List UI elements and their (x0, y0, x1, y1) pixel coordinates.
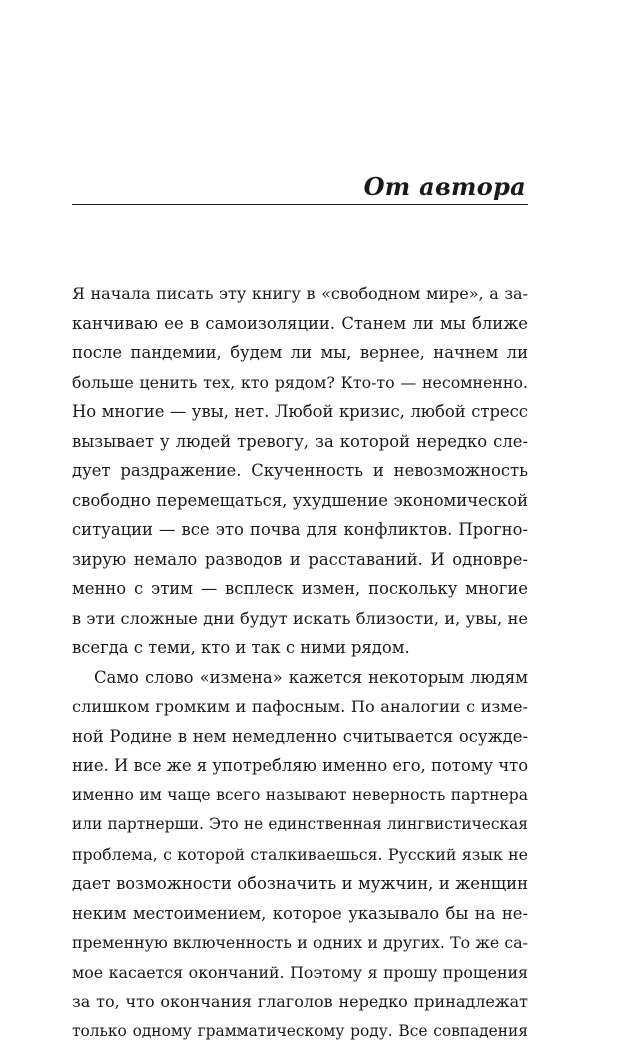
text-line: свободно перемещаться, ухудшение экономической (72, 486, 528, 516)
text-line: менно с этим — всплеск измен, поскольку многие (72, 574, 528, 604)
text-line: мое касается окончаний. Поэтому я прошу прощения (72, 958, 528, 988)
text-line: неким местоимением, которое указывало бы на не- (72, 899, 528, 929)
text-line: ситуации — все это почва для конфликтов. Прогно- (72, 515, 528, 545)
text-line: больше ценить тех, кто рядом? Кто-то — несомненно. (72, 368, 528, 398)
text-line: Само слово «измена» кажется некоторым людям (72, 663, 528, 693)
text-line: или партнерши. Это не единственная лингвистическая (72, 810, 528, 840)
text-line: всегда с теми, кто и так с ними рядом. (72, 633, 528, 663)
section-title: От автора (72, 172, 528, 202)
text-line: после пандемии, будем ли мы, вернее, начнем ли (72, 338, 528, 368)
title-underline-rule (72, 204, 528, 205)
text-line: за то, что окончания глаголов нередко принадлежат (72, 987, 528, 1017)
text-line: канчиваю ее в самоизоляции. Станем ли мы ближе (72, 309, 528, 339)
text-line: в эти сложные дни будут искать близости, и, увы, не (72, 604, 528, 634)
text-line: вызывает у людей тревогу, за которой нередко сле- (72, 427, 528, 457)
text-line: только одному грамматическому роду. Все совпадения (72, 1017, 528, 1046)
page-header (72, 172, 528, 205)
text-line: ние. И все же я употребляю именно его, потому что (72, 751, 528, 781)
text-line: слишком громким и пафосным. По аналогии с изме- (72, 692, 528, 722)
text-line: дает возможности обозначить и мужчин, и женщин (72, 869, 528, 899)
text-line: именно им чаще всего называют неверность партнера (72, 781, 528, 811)
text-line: зирую немало разводов и расставаний. И одновре- (72, 545, 528, 575)
text-line: Я начала писать эту книгу в «свободном мире», а за- (72, 279, 528, 309)
text-line: проблема, с которой сталкиваешься. Русский язык не (72, 840, 528, 870)
body-text (72, 279, 528, 1046)
text-line: пременную включенность и одних и других. То же са- (72, 928, 528, 958)
text-line: ной Родине в нем немедленно считывается осужде- (72, 722, 528, 752)
text-line: Но многие — увы, нет. Любой кризис, любой стресс (72, 397, 528, 427)
text-line: дует раздражение. Скученность и невозможность (72, 456, 528, 486)
